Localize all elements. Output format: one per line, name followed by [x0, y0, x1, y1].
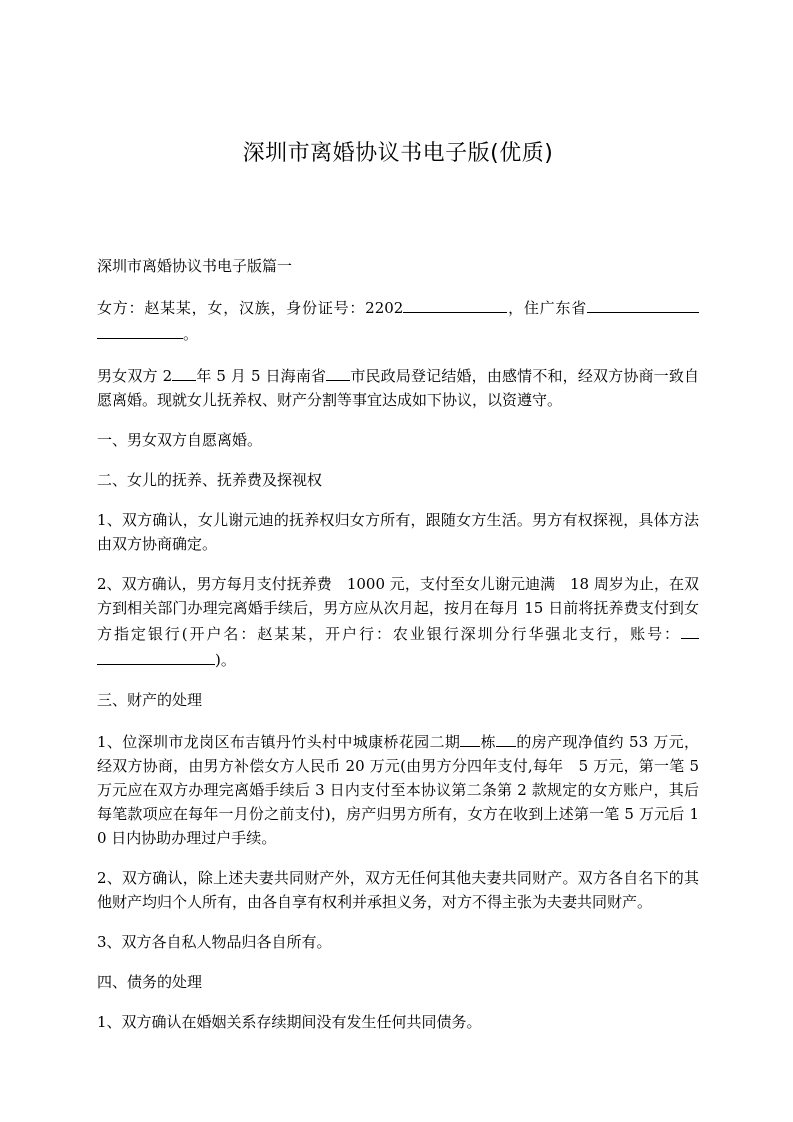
marriage-part1: 男女双方 2: [97, 367, 173, 385]
marriage-paragraph: [97, 362, 699, 412]
clause-2-2: [97, 572, 699, 672]
clause-2-2-suffix: )。: [215, 651, 236, 669]
document-subtitle: 深圳市离婚协议书电子版篇一: [97, 257, 293, 275]
clause-3-3: 3、双方各自私人物品归各自所有。: [97, 933, 332, 951]
unit-blank: [496, 728, 516, 747]
clause-2-1: 1、双方确认，女儿谢元迪的抚养权归女方所有，跟随女方生活。男方有权探视，具体方法由双方协商确定。: [97, 511, 699, 553]
address-blank-1: [587, 294, 699, 313]
document-title: 深圳市离婚协议书电子版(优质): [242, 141, 554, 166]
building-blank: [460, 728, 480, 747]
document-body: [97, 254, 699, 1034]
section-heading-2: 二、女儿的抚养、抚养费及探视权: [97, 471, 323, 489]
party-line: [97, 294, 699, 346]
address-blank-2: [97, 320, 183, 339]
account-blank-1: [681, 620, 699, 639]
section-heading-4: 四、债务的处理: [97, 973, 203, 991]
section-heading-1: 一、男女双方自愿离婚。: [97, 431, 263, 449]
city-blank: [326, 362, 350, 381]
marriage-part2: 年 5 月 5 日海南省: [196, 367, 327, 385]
section-heading-3: 三、财产的处理: [97, 691, 203, 709]
party-line-suffix: 。: [183, 325, 199, 343]
clause-3-1: [97, 728, 699, 850]
marriage-part3: 市民政局登记结婚，由感情不和，经双方协商一致自愿离婚。现就女儿抚养权、财产分割等事宜达成如下协议，以资遵守。: [97, 367, 699, 409]
year-blank: [172, 362, 196, 381]
clause-4-1: 1、双方确认在婚姻关系存续期间没有发生任何共同债务。: [97, 1013, 482, 1031]
account-blank-2: [97, 646, 215, 665]
clause-2-2-text: 2、双方确认，男方每月支付抚养费 1000 元，支付至女儿谢元迪满 18 周岁为止，在双方到相关部门办理完离婚手续后，男方应从次月起，按月在每月 15 日前将抚养费支付到女方指定银行(开户名：赵某某，开户行：农业银行深圳分行华强北支行，账号：: [97, 575, 699, 643]
clause-3-1-part1: 1、位深圳市龙岗区布吉镇丹竹头村中城康桥花园二期: [97, 733, 461, 751]
id-number-blank: [403, 294, 507, 313]
party-line-prefix: 女方：赵某某，女，汉族，身份证号：2202: [97, 299, 404, 317]
clause-3-1-part2: 栋: [480, 733, 497, 751]
clause-3-2: 2、双方确认，除上述夫妻共同财产外，双方无任何其他夫妻共同财产。双方各自名下的其他财产均归个人所有，由各自享有权利并承担义务，对方不得主张为夫妻共同财产。: [97, 869, 699, 911]
party-line-middle: ，住广东省: [507, 299, 587, 317]
clause-3-1-part3: 的房产现净值约 53 万元，经双方协商，由男方补偿女方人民币 20 万元(由男方分四年支付,每年 5 万元，第一笔 5 万元应在双方办理完离婚手续后 3 日内支付至本协议第二条第 2 款规定的女方账户，其后每笔款项应在每年一月份之前支付)，房产归男方所有，女方在收到上述第一笔 5 万元后 10 日内协助办理过户手续。: [97, 733, 700, 847]
